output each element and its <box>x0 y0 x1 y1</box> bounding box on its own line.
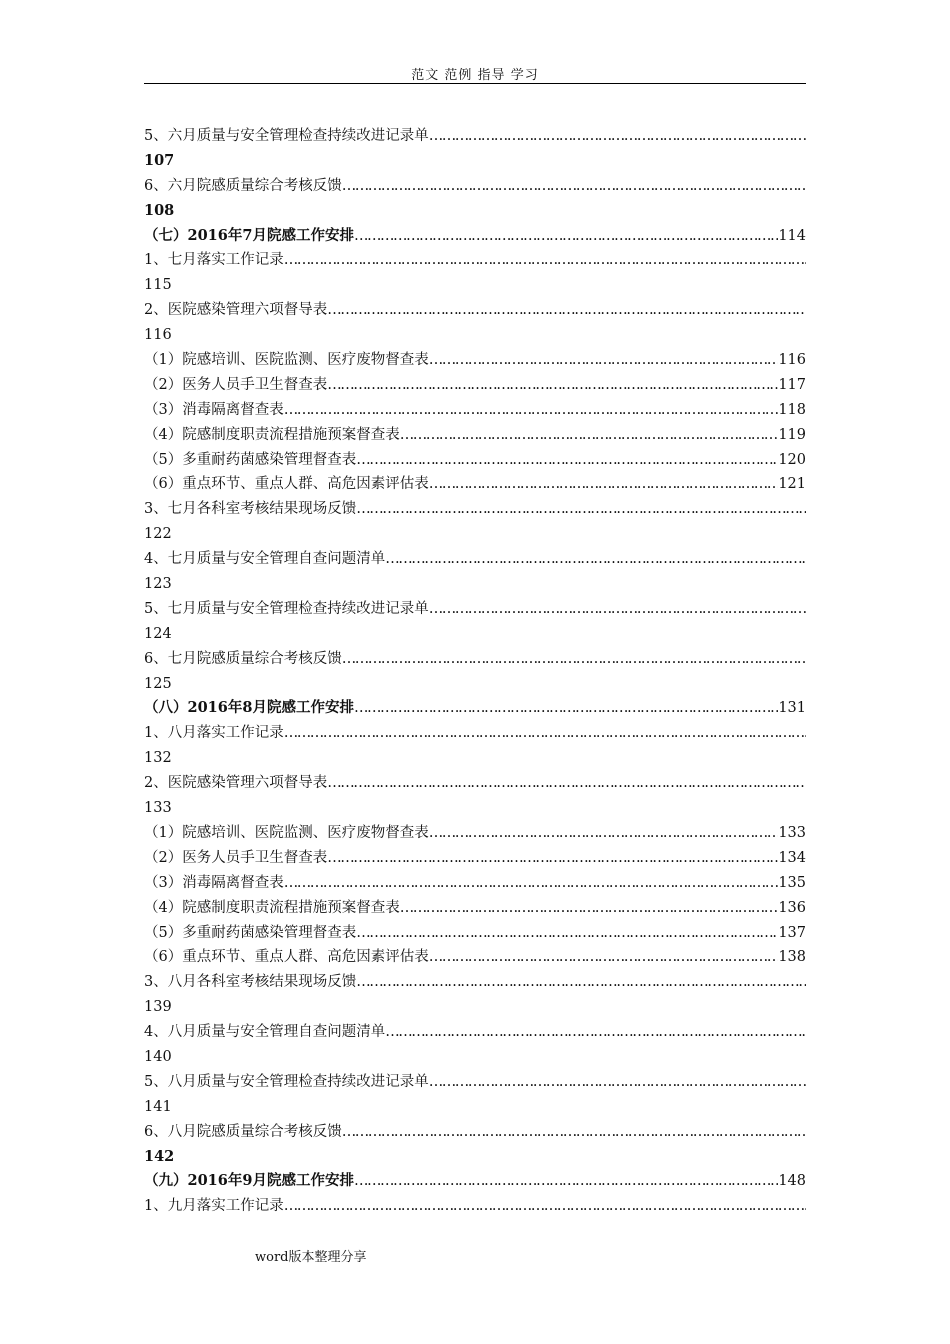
toc-entry-title: （5）多重耐药菌感染管理督查表 <box>144 451 357 468</box>
dot-leader <box>429 472 779 497</box>
toc-entry-title: 1、八月落实工作记录 <box>144 725 284 742</box>
dot-leader <box>429 821 779 846</box>
header-rule <box>144 83 806 84</box>
toc-entry-line <box>144 647 806 672</box>
dot-leader <box>429 1070 806 1095</box>
toc-entry-page: 124 <box>144 625 172 642</box>
dot-leader <box>284 248 806 273</box>
toc-entry-title: 6、六月院感质量综合考核反馈 <box>144 177 342 194</box>
toc-entry-title: （4）院感制度职责流程措施预案督查表 <box>144 899 400 916</box>
toc-entry[interactable] <box>144 846 806 871</box>
toc-entry-line <box>144 448 806 473</box>
toc-entry[interactable] <box>144 821 806 846</box>
toc-entry-line <box>144 1070 806 1095</box>
toc-entry-title: （3）消毒隔离督查表 <box>144 874 284 891</box>
toc-entry-title: 5、七月质量与安全管理检查持续改进记录单 <box>144 600 429 617</box>
dot-leader <box>327 298 806 323</box>
toc-entry-page: 136 <box>778 899 806 916</box>
toc-entry-line <box>144 771 806 796</box>
dot-leader <box>385 547 806 572</box>
toc-entry-page: 121 <box>778 476 806 493</box>
toc-entry-page: 137 <box>778 924 806 941</box>
toc-entry[interactable] <box>144 472 806 497</box>
toc-entry-page: 135 <box>778 874 806 891</box>
toc-entry-title: 4、八月质量与安全管理自查问题清单 <box>144 1024 386 1041</box>
toc-entry-title: （2）医务人员手卫生督查表 <box>144 849 328 866</box>
dot-leader <box>354 1169 778 1194</box>
toc-entry-page: 114 <box>778 227 806 244</box>
toc-entry-page: 134 <box>778 849 806 866</box>
toc-entry-page: 119 <box>778 426 806 443</box>
toc-entry-title: （1）院感培训、医院监测、医疗废物督查表 <box>144 352 429 369</box>
toc-entry-line <box>144 398 806 423</box>
dot-leader <box>284 1194 806 1219</box>
toc-entry-line <box>144 1120 806 1145</box>
toc-entry-title: 1、九月落实工作记录 <box>144 1198 284 1215</box>
toc-entry[interactable] <box>144 423 806 448</box>
toc-entry-page: 107 <box>144 151 175 169</box>
table-of-contents <box>144 124 806 1219</box>
toc-entry[interactable] <box>144 373 806 398</box>
toc-entry-title: 3、八月各科室考核结果现场反馈 <box>144 974 357 991</box>
toc-entry[interactable] <box>144 921 806 946</box>
dot-leader <box>327 846 778 871</box>
dot-leader <box>356 970 806 995</box>
toc-entry-page: 133 <box>778 824 806 841</box>
toc-entry-title: 2、医院感染管理六项督导表 <box>144 775 328 792</box>
dot-leader <box>342 647 806 672</box>
toc-entry-title: 4、七月质量与安全管理自查问题清单 <box>144 551 386 568</box>
toc-entry-page: 118 <box>778 401 806 418</box>
toc-entry-line <box>144 224 806 249</box>
toc-entry-page: 123 <box>144 576 172 593</box>
dot-leader <box>356 497 806 522</box>
toc-entry-page: 116 <box>144 327 172 344</box>
toc-entry-title: 6、七月院感质量综合考核反馈 <box>144 650 342 667</box>
toc-entry-line <box>144 871 806 896</box>
toc-entry-line <box>144 597 806 622</box>
dot-leader <box>400 896 779 921</box>
toc-entry-line <box>144 921 806 946</box>
toc-entry-line <box>144 1020 806 1045</box>
toc-entry-title: （七）2016年7月院感工作安排 <box>144 226 354 244</box>
dot-leader <box>284 721 806 746</box>
toc-entry-page: 141 <box>144 1098 172 1115</box>
toc-entry[interactable] <box>144 896 806 921</box>
toc-entry-page: 139 <box>144 999 172 1016</box>
toc-entry-page: 142 <box>144 1147 175 1165</box>
toc-entry-line <box>144 298 806 323</box>
dot-leader <box>342 174 806 199</box>
toc-entry[interactable] <box>144 771 806 821</box>
toc-entry[interactable] <box>144 1194 806 1219</box>
toc-entry[interactable] <box>144 696 806 721</box>
toc-entry[interactable] <box>144 298 806 348</box>
dot-leader <box>429 945 779 970</box>
toc-entry[interactable] <box>144 1169 806 1194</box>
toc-entry-line <box>144 373 806 398</box>
page-footer: word版本整理分享 <box>255 1250 367 1265</box>
toc-entry-page: 125 <box>144 675 172 692</box>
toc-entry[interactable] <box>144 224 806 249</box>
toc-entry-line <box>144 547 806 572</box>
toc-entry[interactable] <box>144 174 806 224</box>
dot-leader <box>327 771 806 796</box>
toc-entry[interactable] <box>144 721 806 771</box>
toc-entry-line <box>144 945 806 970</box>
toc-entry-title: 5、八月质量与安全管理检查持续改进记录单 <box>144 1073 429 1090</box>
toc-entry[interactable] <box>144 647 806 697</box>
dot-leader <box>354 696 778 721</box>
toc-entry-page: 120 <box>778 451 806 468</box>
toc-entry[interactable] <box>144 348 806 373</box>
toc-entry-line <box>144 124 806 149</box>
toc-entry[interactable] <box>144 547 806 597</box>
toc-entry-page: 140 <box>144 1048 172 1065</box>
toc-entry-page: 115 <box>144 277 172 294</box>
dot-leader <box>342 1120 806 1145</box>
toc-entry-title: （3）消毒隔离督查表 <box>144 401 284 418</box>
toc-entry-title: 5、六月质量与安全管理检查持续改进记录单 <box>144 128 429 144</box>
toc-entry[interactable] <box>144 124 806 174</box>
toc-entry-title: （2）医务人员手卫生督查表 <box>144 376 328 393</box>
toc-entry-title: 3、七月各科室考核结果现场反馈 <box>144 501 357 518</box>
toc-entry-title: 2、医院感染管理六项督导表 <box>144 302 328 319</box>
dot-leader <box>429 597 806 622</box>
toc-entry-line <box>144 1194 806 1219</box>
toc-entry[interactable] <box>144 970 806 1020</box>
toc-entry-line <box>144 248 806 273</box>
toc-entry[interactable] <box>144 871 806 896</box>
toc-entry-line <box>144 696 806 721</box>
toc-entry-title: （九）2016年9月院感工作安排 <box>144 1172 354 1190</box>
dot-leader <box>354 224 778 249</box>
toc-entry[interactable] <box>144 597 806 647</box>
toc-entry[interactable] <box>144 248 806 298</box>
toc-entry[interactable] <box>144 448 806 473</box>
toc-entry-line <box>144 497 806 522</box>
toc-entry-title: （1）院感培训、医院监测、医疗废物督查表 <box>144 824 429 841</box>
dot-leader <box>400 423 779 448</box>
toc-entry-line <box>144 846 806 871</box>
toc-entry-page: 122 <box>144 526 172 543</box>
toc-entry-line <box>144 721 806 746</box>
toc-entry-page: 117 <box>778 376 806 393</box>
toc-entry-line <box>144 970 806 995</box>
toc-entry-title: 1、七月落实工作记录 <box>144 252 284 269</box>
page-header: 范文 范例 指导 学习 <box>411 68 539 83</box>
toc-entry-title: （6）重点环节、重点人群、高危因素评估表 <box>144 476 429 493</box>
toc-entry-title: （6）重点环节、重点人群、高危因素评估表 <box>144 949 429 966</box>
toc-entry-line <box>144 1169 806 1194</box>
toc-entry-page: 131 <box>778 700 806 717</box>
toc-entry-page: 138 <box>778 949 806 966</box>
toc-entry-page: 116 <box>778 352 806 369</box>
toc-entry-line <box>144 423 806 448</box>
dot-leader <box>284 871 779 896</box>
toc-entry-line <box>144 896 806 921</box>
toc-entry-page: 132 <box>144 750 172 767</box>
dot-leader <box>356 448 778 473</box>
toc-entry[interactable] <box>144 1120 806 1170</box>
dot-leader <box>284 398 779 423</box>
toc-entry-title: 6、八月院感质量综合考核反馈 <box>144 1123 342 1140</box>
dot-leader <box>356 921 778 946</box>
toc-entry[interactable] <box>144 398 806 423</box>
toc-entry-page: 133 <box>144 800 172 817</box>
toc-entry-line <box>144 174 806 199</box>
toc-entry-page: 108 <box>144 201 175 219</box>
toc-entry-page: 148 <box>778 1173 806 1190</box>
toc-entry-title: （八）2016年8月院感工作安排 <box>144 699 354 717</box>
toc-entry[interactable] <box>144 497 806 547</box>
toc-entry-line <box>144 472 806 497</box>
toc-entry-title: （4）院感制度职责流程措施预案督查表 <box>144 426 400 443</box>
toc-entry-line <box>144 348 806 373</box>
toc-entry[interactable] <box>144 1070 806 1120</box>
dot-leader <box>327 373 778 398</box>
toc-entry-line <box>144 821 806 846</box>
toc-entry[interactable] <box>144 1020 806 1070</box>
dot-leader <box>429 348 779 373</box>
toc-entry-title: （5）多重耐药菌感染管理督查表 <box>144 924 357 941</box>
toc-entry[interactable] <box>144 945 806 970</box>
dot-leader <box>385 1020 806 1045</box>
dot-leader <box>429 124 806 149</box>
